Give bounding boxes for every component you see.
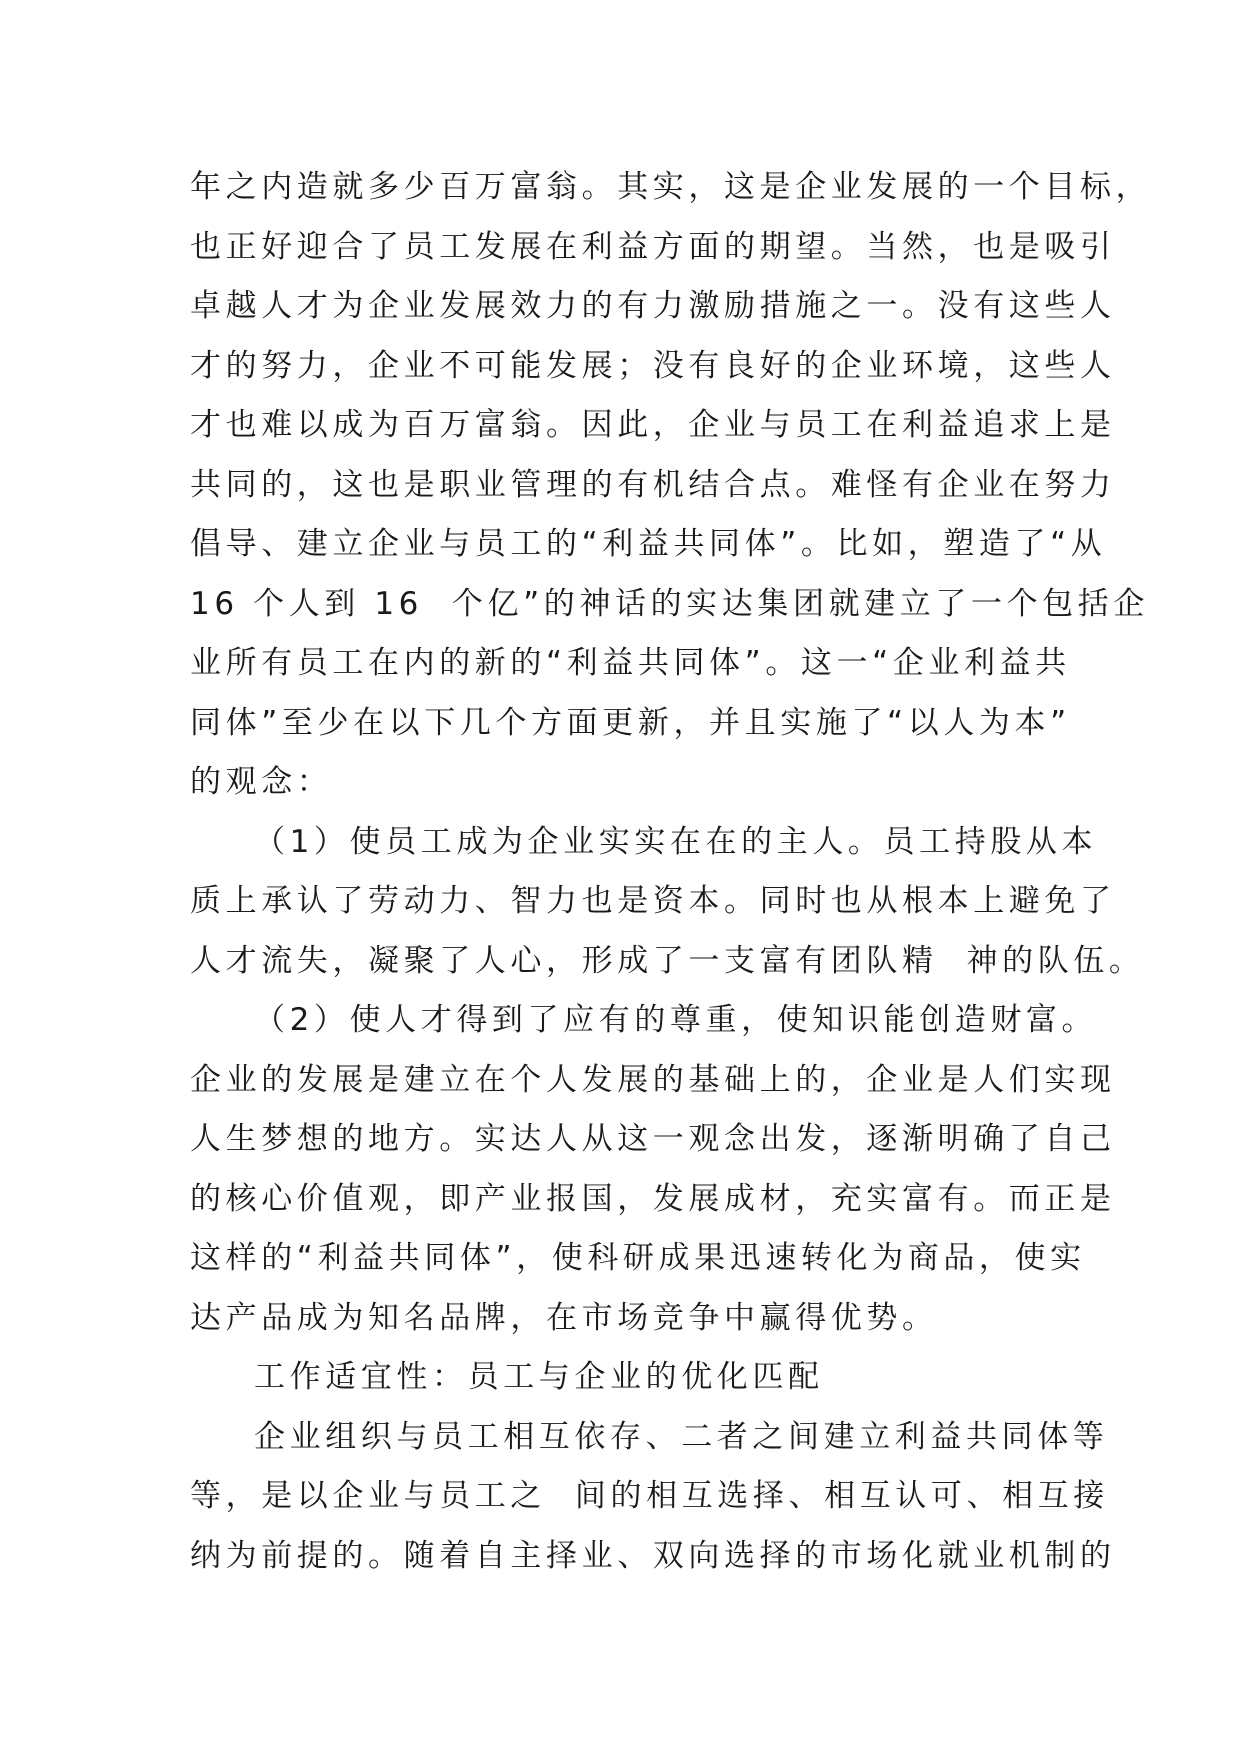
document-body <box>190 158 1152 1586</box>
text-line-19: 这样的“利益共同体”，使科研成果迅速转化为商品，使实 <box>190 1240 1086 1276</box>
text-line-15: （2）使人才得到了应有的尊重，使知识能创造财富。 <box>254 1002 1098 1038</box>
text-line-7: 倡导、建立企业与员工的“利益共同体”。比如，塑造了“从 <box>190 526 1107 562</box>
text-line-13: 质上承认了劳动力、智力也是资本。同时也从根本上避免了 <box>190 883 1116 919</box>
text-line-6: 共同的，这也是职业管理的有机结合点。难怪有企业在努力 <box>190 466 1116 503</box>
text-line-22: 企业组织与员工相互依存、二者之间建立利益共同体等 <box>254 1418 1109 1455</box>
text-line-9: 业所有员工在内的新的“利益共同体”。这一“企业利益共 <box>190 645 1071 681</box>
text-line-14: 人才流失，凝聚了人心，形成了一支富有团队精 神的队伍。 <box>190 942 1145 979</box>
text-line-4: 才的努力，企业不可能发展；没有良好的企业环境，这些人 <box>190 347 1116 384</box>
text-line-8: 16 个人到 16 个亿”的神话的实达集团就建立了一个包括企 <box>190 585 1149 622</box>
text-line-17: 人生梦想的地方。实达人从这一观念出发，逐渐明确了自己 <box>190 1121 1116 1157</box>
text-line-11: 的观念： <box>190 764 333 800</box>
text-line-16: 企业的发展是建立在个人发展的基础上的，企业是人们实现 <box>190 1061 1116 1098</box>
text-line-12: （1）使员工成为企业实实在在的主人。员工持股从本 <box>254 823 1098 860</box>
text-line-1: 年之内造就多少百万富翁。其实，这是企业发展的一个目标， <box>190 169 1152 205</box>
text-line-5: 才也难以成为百万富翁。因此，企业与员工在利益追求上是 <box>190 407 1116 443</box>
section-heading: 工作适宜性：员工与企业的优化匹配 <box>254 1359 824 1395</box>
text-line-23: 等，是以企业与员工之 间的相互选择、相互认可、相互接 <box>190 1478 1109 1514</box>
text-line-10: 同体”至少在以下几个方面更新，并且实施了“以人为本” <box>190 704 1071 741</box>
text-line-24: 纳为前提的。随着自主择业、双向选择的市场化就业机制的 <box>190 1537 1116 1574</box>
text-line-3: 卓越人才为企业发展效力的有力激励措施之一。没有这些人 <box>190 288 1116 324</box>
text-line-20: 达产品成为知名品牌，在市场竞争中赢得优势。 <box>190 1299 938 1336</box>
text-line-2: 也正好迎合了员工发展在利益方面的期望。当然，也是吸引 <box>190 228 1116 265</box>
text-line-18: 的核心价值观，即产业报国，发展成材，充实富有。而正是 <box>190 1180 1116 1217</box>
